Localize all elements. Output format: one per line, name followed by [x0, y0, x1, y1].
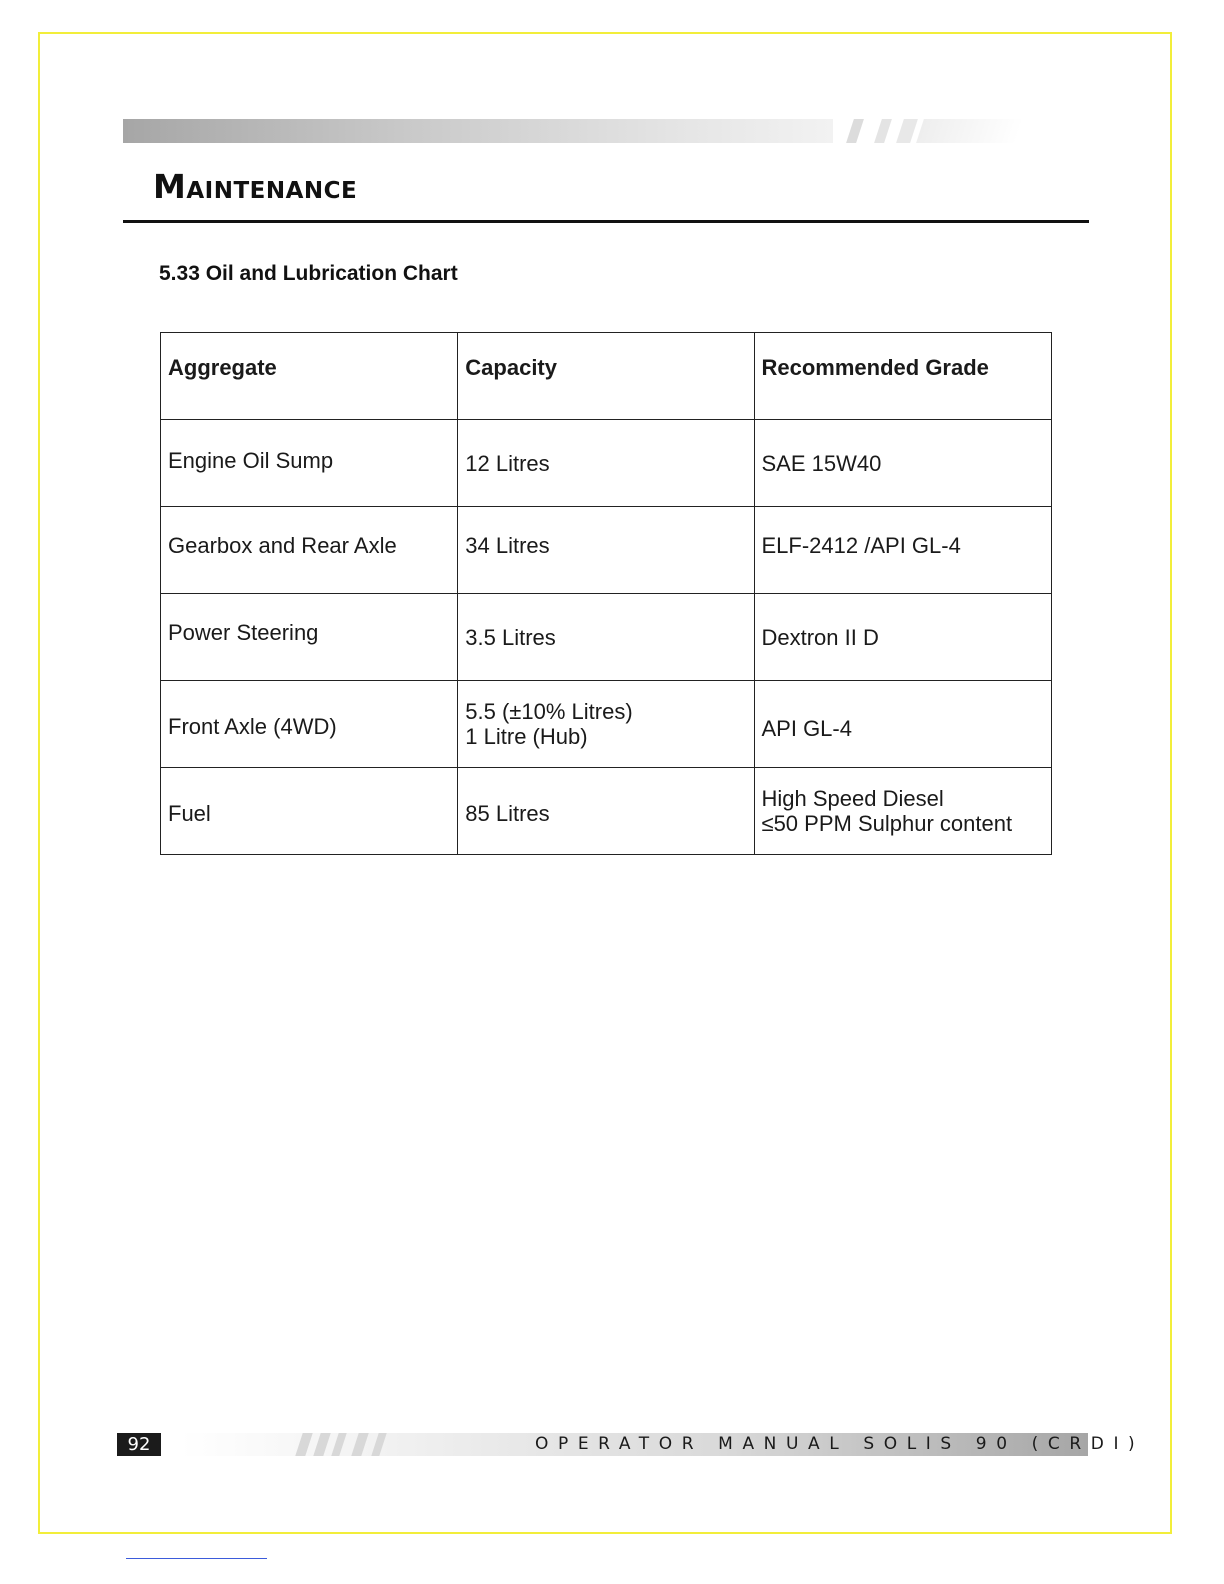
aggregate-cell: [161, 507, 458, 594]
aggregate-cell: [161, 768, 458, 855]
capacity-cell: [458, 507, 754, 594]
table-row: [161, 420, 1052, 507]
grade-text: API GL-4: [761, 715, 852, 741]
aggregate-text: Fuel: [168, 800, 211, 826]
grade-cell: [754, 768, 1052, 855]
aggregate-cell: [161, 681, 458, 768]
footer-stripes-decoration: [295, 1433, 395, 1456]
capacity-cell: [458, 594, 754, 681]
capacity-text-secondary: 1 Litre (Hub): [465, 724, 588, 749]
capacity-cell: [458, 420, 754, 507]
chart-heading: 5.33 Oil and Lubrication Chart: [159, 262, 458, 285]
aggregate-text: Engine Oil Sump: [168, 447, 334, 473]
aggregate-cell: [161, 594, 458, 681]
capacity-text: 3.5 Litres: [465, 624, 556, 650]
column-header-grade: Recommended Grade: [754, 333, 1052, 420]
header-stripes-decoration: [840, 119, 1040, 143]
grade-text: SAE 15W40: [761, 450, 882, 476]
table-row: [161, 681, 1052, 768]
aggregate-text: Gearbox and Rear Axle: [168, 532, 397, 558]
capacity-cell: [458, 768, 754, 855]
capacity-cell: [458, 681, 754, 768]
section-title: Maintenance: [153, 167, 358, 206]
table-row: [161, 768, 1052, 855]
grade-cell: [754, 420, 1052, 507]
grade-text: ELF-2412 /API GL-4: [761, 532, 961, 558]
aggregate-text: Power Steering: [168, 619, 319, 645]
grade-cell: [754, 507, 1052, 594]
grade-text: Dextron II D: [761, 624, 879, 650]
capacity-text: 5.5 (±10% Litres): [465, 699, 633, 724]
capacity-text: 85 Litres: [465, 800, 550, 826]
page-number: 92: [117, 1433, 161, 1456]
lubrication-table: [160, 332, 1052, 855]
grade-text-secondary: ≤50 PPM Sulphur content: [761, 811, 1013, 836]
grade-cell: [754, 594, 1052, 681]
table-row: [161, 594, 1052, 681]
grade-text: High Speed Diesel: [761, 786, 944, 811]
header-gradient-band: [123, 119, 833, 143]
grade-cell: [754, 681, 1052, 768]
table-row: [161, 507, 1052, 594]
capacity-text: 34 Litres: [465, 532, 550, 558]
title-rule: [123, 220, 1089, 223]
capacity-text: 12 Litres: [465, 450, 550, 476]
table-header-row: [161, 333, 1052, 420]
column-header-aggregate: Aggregate: [161, 333, 458, 420]
manual-title: OPERATOR MANUAL SOLIS 90 (CRDI): [535, 1434, 1145, 1454]
aggregate-cell: [161, 420, 458, 507]
bottom-link-underline: [126, 1558, 267, 1559]
aggregate-text: Front Axle (4WD): [168, 713, 337, 739]
column-header-capacity: Capacity: [458, 333, 754, 420]
